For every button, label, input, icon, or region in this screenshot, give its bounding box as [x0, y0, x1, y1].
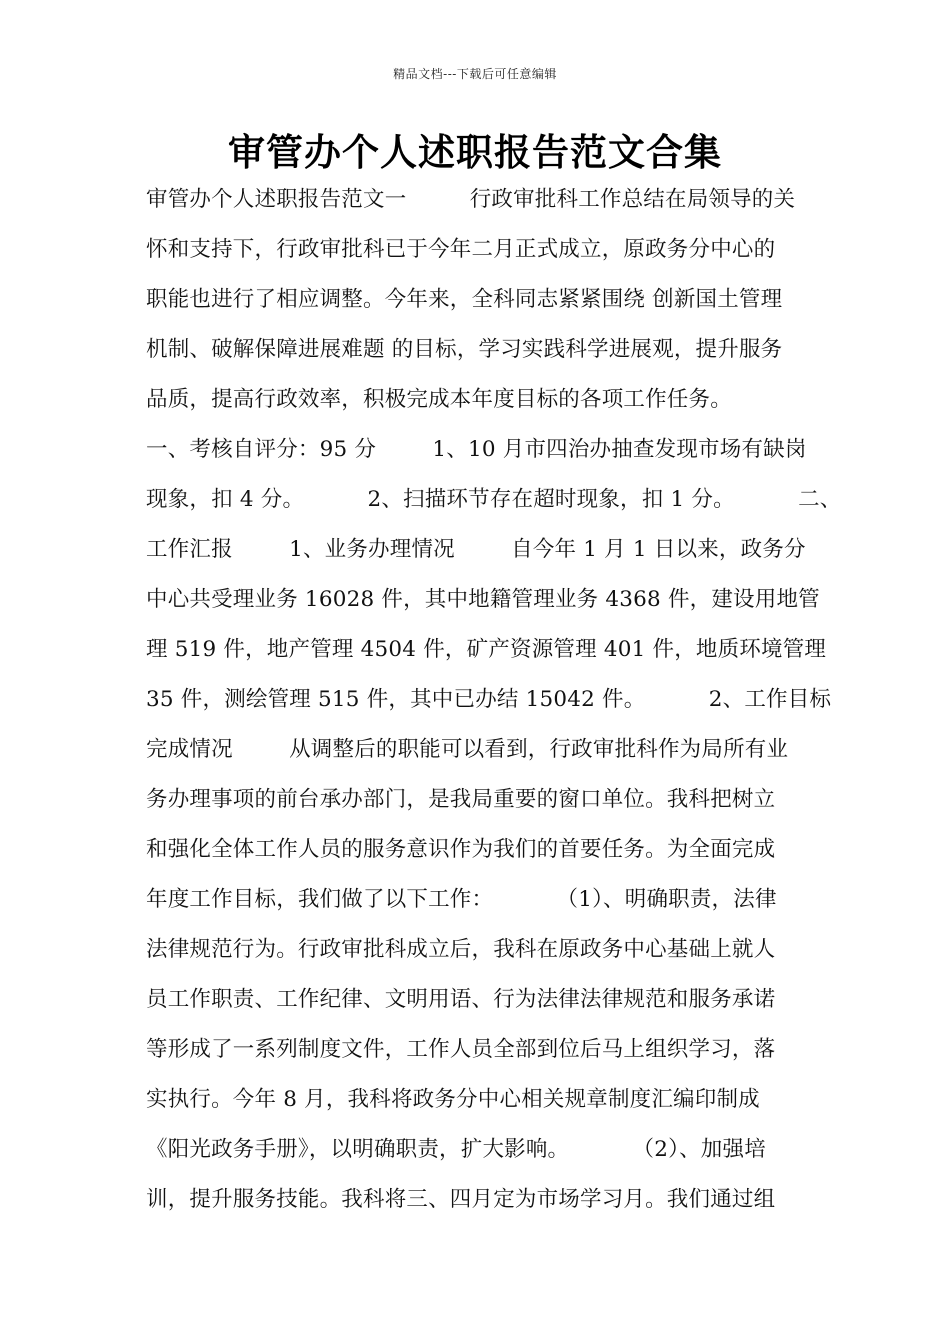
- body-line: 理 519 件，地产管理 4504 件，矿产资源管理 401 件，地质环境管理: [146, 637, 827, 662]
- body-line: 机制、破解保障进展难题 的目标，学习实践科学进展观，提升服务: [146, 337, 783, 362]
- body-text: [146, 179, 842, 1229]
- body-line: 实执行。今年 8 月，我科将政务分中心相关规章制度汇编印制成: [146, 1087, 760, 1112]
- body-line: 审管办个人述职报告范文一 行政审批科工作总结在局领导的关: [146, 187, 796, 212]
- body-line: 职能也进行了相应调整。今年来，全科同志紧紧围绕 创新国土管理: [146, 287, 783, 312]
- header-note: 精品文档---下载后可任意编辑: [393, 67, 557, 81]
- body-line: 怀和支持下，行政审批科已于今年二月正式成立，原政务分中心的: [146, 237, 776, 262]
- body-line: 员工作职责、工作纪律、文明用语、行为法律法律规范和服务承诺: [146, 987, 776, 1012]
- body-line: 品质，提高行政效率，积极完成本年度目标的各项工作任务。: [146, 387, 732, 412]
- body-line: 和强化全体工作人员的服务意识作为我们的首要任务。为全面完成: [146, 837, 776, 862]
- body-line: 现象，扣 4 分。 2、扫描环节存在超时现象，扣 1 分。 二、: [146, 487, 842, 512]
- body-line: 务办理事项的前台承办部门，是我局重要的窗口单位。我科把树立: [146, 787, 776, 812]
- body-line: 法律规范行为。行政审批科成立后，我科在原政务中心基础上就人: [146, 937, 776, 962]
- body-line: 一、考核自评分：95 分 1、10 月市四治办抽查发现市场有缺岗: [146, 437, 807, 462]
- body-line: 《阳光政务手册》，以明确职责，扩大影响。 （2）、加强培: [146, 1137, 766, 1162]
- document-title: 审管办个人述职报告范文合集: [228, 131, 722, 174]
- body-line: 工作汇报 1、业务办理情况 自今年 1 月 1 日以来，政务分: [146, 537, 806, 562]
- body-line: 等形成了一系列制度文件，工作人员全部到位后马上组织学习，落: [146, 1037, 776, 1062]
- body-line: 中心共受理业务 16028 件，其中地籍管理业务 4368 件，建设用地管: [146, 587, 820, 612]
- body-line: 完成情况 从调整后的职能可以看到，行政审批科作为局所有业: [146, 737, 789, 762]
- body-line: 年度工作目标，我们做了以下工作： （1）、明确职责，法律: [146, 887, 777, 912]
- body-line: 35 件，测绘管理 515 件，其中已办结 15042 件。 2、工作目标: [146, 687, 832, 712]
- body-line: 训，提升服务技能。我科将三、四月定为市场学习月。我们通过组: [146, 1187, 776, 1212]
